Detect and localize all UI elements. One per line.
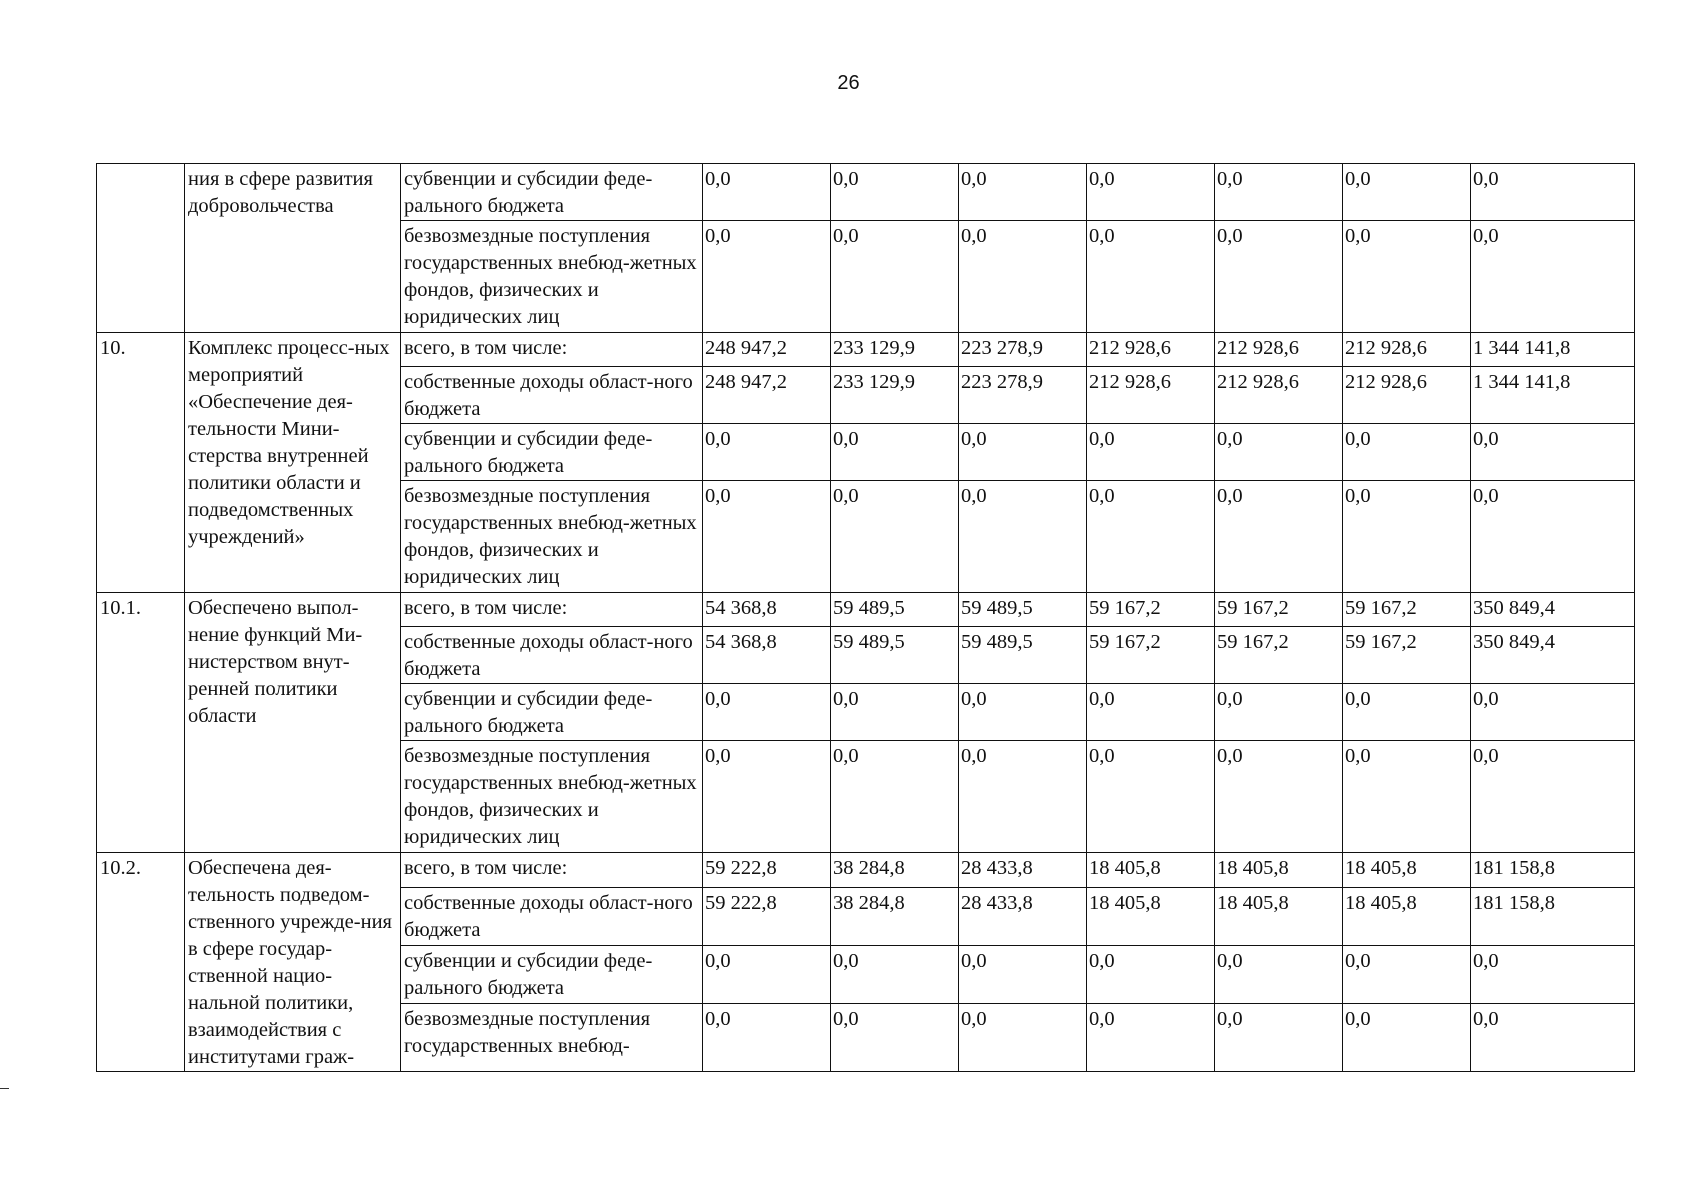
- year-value-cell: 0,0: [831, 684, 959, 741]
- total-value-cell: 1 344 141,8: [1471, 367, 1635, 424]
- year-value-cell: 0,0: [703, 1003, 831, 1071]
- year-value-cell: 212 928,6: [1215, 333, 1343, 367]
- year-value-cell: 18 405,8: [1087, 887, 1215, 945]
- year-value-cell: 59 167,2: [1343, 627, 1471, 684]
- year-value-cell: 0,0: [703, 945, 831, 1003]
- year-value-cell: 0,0: [1087, 1003, 1215, 1071]
- year-value-cell: 0,0: [1087, 481, 1215, 593]
- total-value-cell: 0,0: [1471, 481, 1635, 593]
- year-value-cell: 0,0: [703, 481, 831, 593]
- funding-source-cell: всего, в том числе:: [401, 333, 703, 367]
- year-value-cell: 0,0: [1087, 164, 1215, 221]
- year-value-cell: 0,0: [1087, 684, 1215, 741]
- year-value-cell: 0,0: [959, 1003, 1087, 1071]
- year-value-cell: 0,0: [831, 424, 959, 481]
- activity-name-cell: Обеспечено выпол-нение функций Ми-нистерством внут-ренней политики области: [185, 593, 401, 853]
- total-value-cell: 0,0: [1471, 684, 1635, 741]
- year-value-cell: 212 928,6: [1087, 333, 1215, 367]
- year-value-cell: 59 222,8: [703, 853, 831, 888]
- total-value-cell: 0,0: [1471, 164, 1635, 221]
- activity-name-cell: Комплекс процесс-ных мероприятий «Обеспечение дея-тельности Мини-стерства внутренней политики области и подведомственных учреждений»: [185, 333, 401, 593]
- year-value-cell: 59 489,5: [959, 627, 1087, 684]
- year-value-cell: 0,0: [959, 424, 1087, 481]
- year-value-cell: 59 167,2: [1215, 593, 1343, 627]
- year-value-cell: 0,0: [1087, 221, 1215, 333]
- year-value-cell: 59 222,8: [703, 887, 831, 945]
- year-value-cell: 28 433,8: [959, 853, 1087, 888]
- year-value-cell: 0,0: [703, 684, 831, 741]
- year-value-cell: 0,0: [959, 741, 1087, 853]
- year-value-cell: 0,0: [1215, 741, 1343, 853]
- row-number-cell: 10.2.: [97, 853, 185, 1072]
- year-value-cell: 0,0: [1087, 945, 1215, 1003]
- funding-source-cell: безвозмездные поступления государственных внебюд-жетных фондов, физических и юридических лиц: [401, 741, 703, 853]
- year-value-cell: 0,0: [959, 481, 1087, 593]
- funding-source-cell: собственные доходы област-ного бюджета: [401, 627, 703, 684]
- funding-source-cell: безвозмездные поступления государственных внебюд-жетных фондов, физических и юридических лиц: [401, 221, 703, 333]
- year-value-cell: 18 405,8: [1215, 887, 1343, 945]
- year-value-cell: 0,0: [831, 1003, 959, 1071]
- year-value-cell: 0,0: [1343, 741, 1471, 853]
- funding-source-cell: собственные доходы област-ного бюджета: [401, 367, 703, 424]
- table-row: [97, 593, 1635, 627]
- funding-source-cell: безвозмездные поступления государственных внебюд-жетных фондов, физических и юридических лиц: [401, 481, 703, 593]
- year-value-cell: 0,0: [1215, 684, 1343, 741]
- year-value-cell: 18 405,8: [1215, 853, 1343, 888]
- budget-table: [96, 163, 1635, 1072]
- year-value-cell: 0,0: [959, 164, 1087, 221]
- row-number-cell: 10.1.: [97, 593, 185, 853]
- year-value-cell: 38 284,8: [831, 853, 959, 888]
- year-value-cell: 212 928,6: [1215, 367, 1343, 424]
- year-value-cell: 0,0: [1215, 424, 1343, 481]
- table-row: [97, 333, 1635, 367]
- year-value-cell: 59 167,2: [1087, 593, 1215, 627]
- year-value-cell: 54 368,8: [703, 593, 831, 627]
- funding-source-cell: субвенции и субсидии феде-рального бюджета: [401, 945, 703, 1003]
- funding-source-cell: субвенции и субсидии феде-рального бюджета: [401, 684, 703, 741]
- year-value-cell: 0,0: [703, 221, 831, 333]
- year-value-cell: 0,0: [959, 684, 1087, 741]
- year-value-cell: 0,0: [1215, 481, 1343, 593]
- year-value-cell: 233 129,9: [831, 367, 959, 424]
- funding-source-cell: всего, в том числе:: [401, 853, 703, 888]
- year-value-cell: 59 167,2: [1215, 627, 1343, 684]
- year-value-cell: 59 489,5: [831, 593, 959, 627]
- year-value-cell: 59 489,5: [831, 627, 959, 684]
- year-value-cell: 0,0: [1343, 481, 1471, 593]
- year-value-cell: 212 928,6: [1343, 367, 1471, 424]
- year-value-cell: 0,0: [1087, 741, 1215, 853]
- year-value-cell: 223 278,9: [959, 333, 1087, 367]
- year-value-cell: 54 368,8: [703, 627, 831, 684]
- year-value-cell: 0,0: [1215, 164, 1343, 221]
- year-value-cell: 59 489,5: [959, 593, 1087, 627]
- total-value-cell: 0,0: [1471, 1003, 1635, 1071]
- page-number: 26: [837, 72, 860, 94]
- year-value-cell: 223 278,9: [959, 367, 1087, 424]
- year-value-cell: 0,0: [1343, 1003, 1471, 1071]
- year-value-cell: 0,0: [703, 164, 831, 221]
- total-value-cell: 0,0: [1471, 741, 1635, 853]
- year-value-cell: 248 947,2: [703, 367, 831, 424]
- year-value-cell: 0,0: [831, 945, 959, 1003]
- total-value-cell: 181 158,8: [1471, 853, 1635, 888]
- year-value-cell: 212 928,6: [1087, 367, 1215, 424]
- funding-source-cell: безвозмездные поступления государственных внебюд-: [401, 1003, 703, 1071]
- year-value-cell: 0,0: [1343, 424, 1471, 481]
- row-number-cell: 10.: [97, 333, 185, 593]
- year-value-cell: 18 405,8: [1087, 853, 1215, 888]
- activity-name-cell: Обеспечена дея-тельность подведом-ственного учрежде-ния в сфере государ-ственной нацио-нальной политики, взаимодействия с институтами граж-: [185, 853, 401, 1072]
- year-value-cell: 0,0: [959, 945, 1087, 1003]
- year-value-cell: 38 284,8: [831, 887, 959, 945]
- table-row: [97, 853, 1635, 888]
- year-value-cell: 18 405,8: [1343, 887, 1471, 945]
- funding-source-cell: собственные доходы област-ного бюджета: [401, 887, 703, 945]
- year-value-cell: 0,0: [1215, 945, 1343, 1003]
- year-value-cell: 212 928,6: [1343, 333, 1471, 367]
- year-value-cell: 0,0: [959, 221, 1087, 333]
- activity-name-cell: ния в сфере развития добровольчества: [185, 164, 401, 333]
- margin-mark: [0, 1088, 9, 1089]
- funding-source-cell: субвенции и субсидии феде-рального бюджета: [401, 164, 703, 221]
- year-value-cell: 0,0: [1343, 221, 1471, 333]
- year-value-cell: 0,0: [1215, 1003, 1343, 1071]
- funding-source-cell: всего, в том числе:: [401, 593, 703, 627]
- year-value-cell: 0,0: [703, 741, 831, 853]
- total-value-cell: 181 158,8: [1471, 887, 1635, 945]
- table-body: [97, 164, 1635, 1072]
- table-row: [97, 164, 1635, 221]
- year-value-cell: 0,0: [1215, 221, 1343, 333]
- funding-source-cell: субвенции и субсидии феде-рального бюджета: [401, 424, 703, 481]
- year-value-cell: 0,0: [1087, 424, 1215, 481]
- year-value-cell: 0,0: [831, 221, 959, 333]
- total-value-cell: 0,0: [1471, 424, 1635, 481]
- total-value-cell: 350 849,4: [1471, 593, 1635, 627]
- total-value-cell: 0,0: [1471, 221, 1635, 333]
- year-value-cell: 0,0: [1343, 684, 1471, 741]
- year-value-cell: 59 167,2: [1343, 593, 1471, 627]
- year-value-cell: 0,0: [1343, 164, 1471, 221]
- year-value-cell: 0,0: [1343, 945, 1471, 1003]
- year-value-cell: 0,0: [831, 164, 959, 221]
- total-value-cell: 0,0: [1471, 945, 1635, 1003]
- year-value-cell: 0,0: [703, 424, 831, 481]
- year-value-cell: 233 129,9: [831, 333, 959, 367]
- year-value-cell: 28 433,8: [959, 887, 1087, 945]
- year-value-cell: 18 405,8: [1343, 853, 1471, 888]
- row-number-cell: [97, 164, 185, 333]
- total-value-cell: 350 849,4: [1471, 627, 1635, 684]
- year-value-cell: 59 167,2: [1087, 627, 1215, 684]
- year-value-cell: 0,0: [831, 481, 959, 593]
- year-value-cell: 0,0: [831, 741, 959, 853]
- year-value-cell: 248 947,2: [703, 333, 831, 367]
- total-value-cell: 1 344 141,8: [1471, 333, 1635, 367]
